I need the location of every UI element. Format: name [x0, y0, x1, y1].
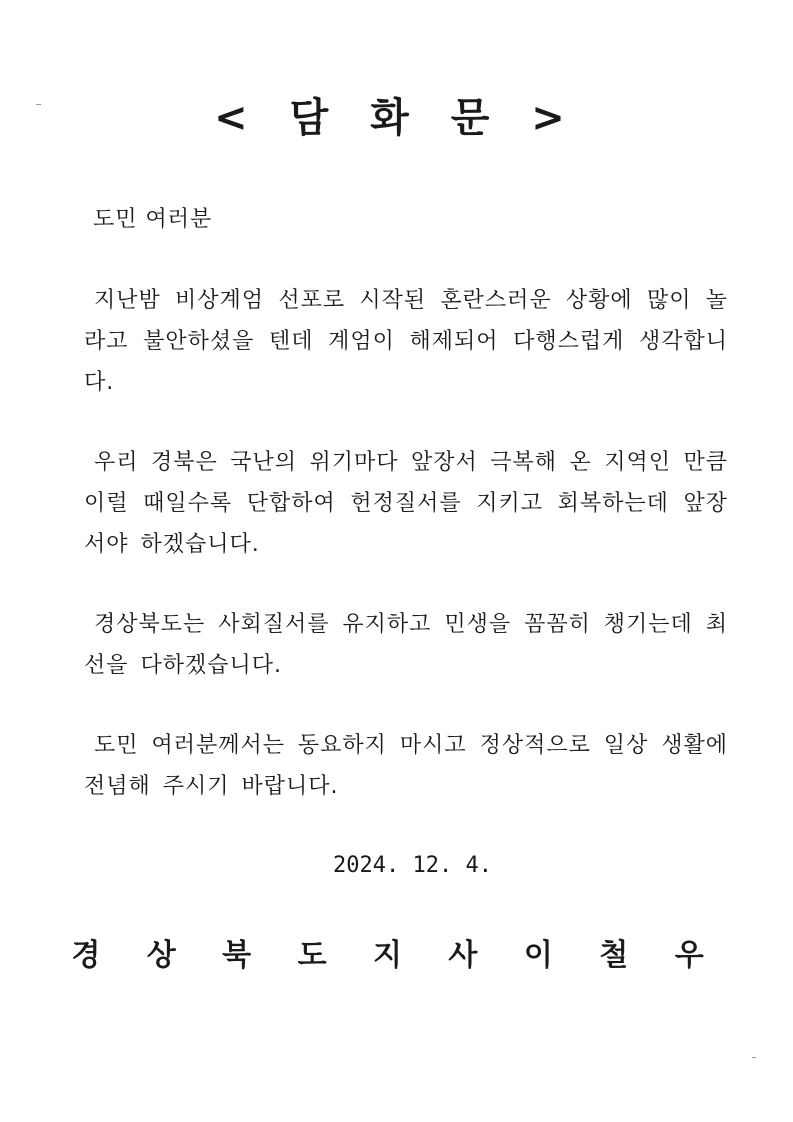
scan-speck: [752, 1057, 756, 1058]
salutation: 도민 여러분: [93, 207, 213, 232]
paragraph-3: 경상북도는 사회질서를 유지하고 민생을 꼼꼼히 챙기는데 최선을 다하겠습니다.: [84, 612, 728, 678]
document-date: 2024. 12. 4.: [333, 853, 492, 878]
paragraph-4: 도민 여러분께서는 동요하지 마시고 정상적으로 일상 생활에 전념해 주시기 바랍니다.: [84, 733, 728, 799]
paragraph-2: 우리 경북은 국난의 위기마다 앞장서 극복해 온 지역인 만큼 이럴 때일수록 단합하여 헌정질서를 지키고 회복하는데 앞장서야 하겠습니다.: [84, 450, 728, 557]
signature: 경 상 북 도 지 사 이 철 우: [71, 938, 722, 973]
document-title: < 담 화 문 >: [214, 95, 579, 141]
paragraph-1: 지난밤 비상계엄 선포로 시작된 혼란스러운 상황에 많이 놀라고 불안하셨을 텐데 계엄이 해제되어 다행스럽게 생각합니다.: [84, 288, 728, 395]
